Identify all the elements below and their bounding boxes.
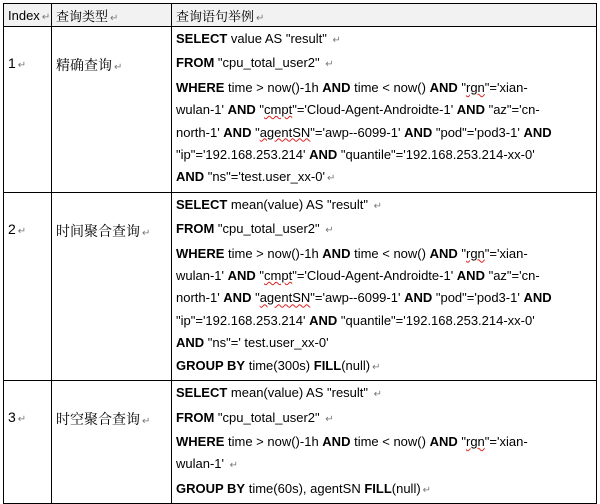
sql-text: time < now() [350,245,430,261]
sql-line [176,218,592,242]
sql-text: time < now() [350,79,430,95]
sql-line [176,332,592,354]
sql-text: time > now()-1h [224,79,323,95]
sql-keyword: GROUP BY [176,480,246,496]
sql-text: wulan-1' [176,456,228,472]
table-row [4,192,597,380]
sql-keyword: AND [223,290,252,306]
paragraph-mark: ↵ [17,414,27,426]
sql-keyword: AND [404,290,433,306]
sql-text: "='xian- [484,433,528,449]
paragraph-mark: ↵ [373,200,383,212]
sql-keyword: AND [456,268,485,284]
spellcheck-word: agentSN [259,124,311,140]
query-type-label: 时间聚合查询 [56,222,140,239]
sql-line [176,310,592,332]
sql-line [176,478,592,502]
sql-text: north-1' [176,290,224,306]
sql-text: "pod"='pod3-1' [432,290,524,306]
sql-line [176,28,592,52]
sql-keyword: AND [176,169,205,185]
sql-keyword: GROUP BY [176,357,246,373]
sql-text: time > now()-1h [224,245,323,261]
paragraph-mark: ↵ [325,413,334,425]
paragraph-mark: ↵ [17,225,27,237]
sql-text: " [251,290,260,306]
table-row [4,381,597,504]
sql-line [176,407,592,431]
sql-keyword: FILL [313,357,342,373]
sql-keyword: AND [429,79,458,95]
sql-text: "='Cloud-Agent-Androidte-1' [292,268,457,284]
sql-keyword: SELECT [176,385,228,401]
row-index [4,381,52,504]
sql-text: "='awp--6099-1' [310,124,405,140]
paragraph-mark: ↵ [332,35,341,46]
sql-text: " [255,268,265,284]
sql-line [176,355,592,379]
sql-text: " [255,102,265,118]
sql-line [176,382,592,406]
paragraph-mark: ↵ [325,59,334,71]
sql-keyword: AND [223,124,252,140]
paragraph-mark: ↵ [422,484,432,496]
sql-keyword: FROM [176,409,215,425]
paragraph-mark: ↵ [325,225,334,237]
spellcheck-word: rgn [465,245,485,261]
sql-line [176,99,592,121]
sql-line [176,453,592,477]
sql-text: " [457,79,466,95]
sql-line [176,77,592,99]
sql-line [176,431,592,453]
sql-line [176,166,592,190]
row-index-value: 3 [8,409,16,426]
sql-text: mean(value) AS "result" [227,196,372,212]
row-index-value: 2 [8,220,16,237]
sql-keyword: AND [429,245,458,261]
sql-text: "quantile"='192.168.253.214-xx-0' [337,147,535,163]
sql-text: "='Cloud-Agent-Androidte-1' [292,102,457,118]
sql-text: "cpu_total_user2" [214,409,324,425]
sql-line [176,122,592,144]
row-index-value: 1 [8,55,16,71]
sql-text: time > now()-1h [224,433,323,449]
sql-line [176,194,592,218]
header-query-example: 查询语句举例 ↵ [172,4,597,27]
sql-line [176,287,592,309]
paragraph-mark: ↵ [142,416,151,428]
sql-keyword: AND [309,312,338,328]
sql-text: "ip"='192.168.253.214' [176,312,310,328]
query-type [52,192,172,380]
sql-text: wulan-1' [176,102,228,118]
paragraph-mark: ↵ [326,173,336,185]
sql-text: "az"='cn- [484,268,540,284]
sql-text: "ns"=' test.user_xx-0' [204,335,329,351]
sql-keyword: FILL [364,480,392,496]
sql-keyword: AND [523,290,552,306]
sql-line [176,243,592,265]
sql-keyword: AND [176,335,205,351]
paragraph-mark: ↵ [372,361,381,373]
query-statement [172,192,597,380]
sql-text: north-1' [176,124,224,140]
query-examples-table [3,3,597,504]
sql-line [176,144,592,166]
sql-text: "cpu_total_user2" [214,55,324,71]
query-statement [172,381,597,504]
sql-text: time(300s) [245,357,314,373]
paragraph-mark: ↵ [114,62,123,73]
table-header [4,4,597,27]
sql-line [176,52,592,76]
sql-text: "cpu_total_user2" [214,221,324,237]
row-index [4,27,52,193]
sql-keyword: AND [429,433,458,449]
sql-text: " [457,433,466,449]
paragraph-mark: ↵ [17,60,27,71]
sql-text: "az"='cn- [484,102,540,118]
sql-text: (null) [391,480,421,496]
sql-text: wulan-1' [176,268,228,284]
sql-keyword: AND [322,245,351,261]
sql-text: time(60s), agentSN [245,480,365,496]
sql-keyword: AND [322,433,351,449]
sql-text: mean(value) AS "result" [227,385,372,401]
sql-text: "ns"='test.user_xx-0' [204,169,325,185]
table-body [4,27,597,504]
header-index: Index ↵ [4,4,52,27]
sql-text: " [457,245,466,261]
query-type [52,27,172,193]
sql-text: (null) [341,357,371,373]
sql-text: value AS "result" [227,31,331,46]
sql-keyword: AND [309,147,338,163]
sql-text: time < now() [350,433,430,449]
sql-keyword: AND [227,102,256,118]
sql-keyword: AND [227,268,256,284]
spellcheck-word: agentSN [259,290,311,306]
spellcheck-word: cmpt [264,268,293,284]
query-type-label: 精确查询 [56,57,112,73]
sql-keyword: AND [322,79,351,95]
paragraph-mark: ↵ [373,389,383,401]
sql-keyword: WHERE [176,79,225,95]
sql-text: "pod"='pod3-1' [432,124,524,140]
paragraph-mark: ↵ [142,227,151,239]
sql-text: "ip"='192.168.253.214' [176,147,310,163]
query-type [52,381,172,504]
query-statement [172,27,597,193]
sql-text: "='awp--6099-1' [310,290,405,306]
header-query-type: 查询类型 ↵ [52,4,172,27]
sql-keyword: SELECT [176,31,228,46]
header-row [4,4,597,27]
sql-text: " [251,124,260,140]
sql-keyword: AND [404,124,433,140]
row-index [4,192,52,380]
sql-text: "quantile"='192.168.253.214-xx-0' [337,312,535,328]
query-type-label: 时空聚合查询 [56,411,140,428]
sql-keyword: WHERE [176,245,225,261]
table-row [4,27,597,193]
sql-keyword: WHERE [176,433,225,449]
sql-text: "='xian- [484,245,528,261]
sql-keyword: SELECT [176,196,228,212]
sql-keyword: FROM [176,221,215,237]
spellcheck-word: rgn [465,433,485,449]
sql-keyword: AND [456,102,485,118]
sql-text: "='xian- [484,79,528,95]
spellcheck-word: rgn [465,79,485,95]
spellcheck-word: cmpt [264,102,293,118]
paragraph-mark: ↵ [229,460,239,472]
sql-line [176,265,592,287]
sql-keyword: FROM [176,55,215,71]
sql-keyword: AND [523,124,552,140]
